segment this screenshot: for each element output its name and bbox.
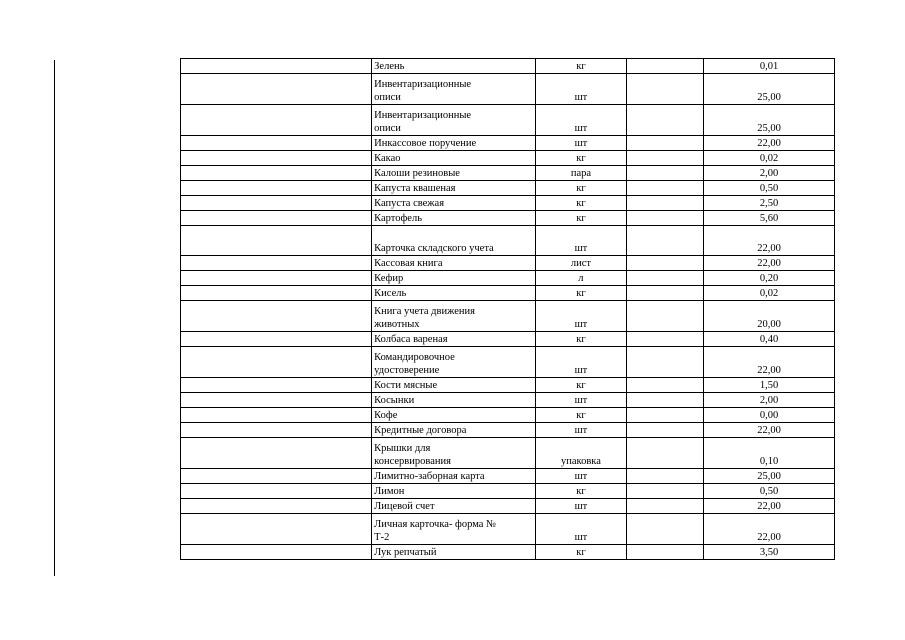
item-name-line: Картофель (374, 213, 422, 224)
unit-cell: шт (536, 105, 627, 136)
item-name-cell (372, 408, 536, 423)
blank-cell (181, 181, 372, 196)
quantity-cell: 0,50 (704, 484, 835, 499)
blank-cell (181, 514, 372, 545)
unit-cell: кг (536, 332, 627, 347)
unit-cell: кг (536, 484, 627, 499)
item-name-line: Колбаса вареная (374, 334, 448, 345)
item-name-line: Кофе (374, 410, 398, 421)
quantity-cell: 25,00 (704, 105, 835, 136)
empty-cell (626, 74, 703, 105)
blank-cell (181, 301, 372, 332)
empty-cell (626, 196, 703, 211)
unit-cell: кг (536, 408, 627, 423)
empty-cell (626, 256, 703, 271)
blank-cell (181, 484, 372, 499)
table-row (181, 286, 835, 301)
table-row (181, 484, 835, 499)
item-name-cell (372, 423, 536, 438)
quantity-cell: 22,00 (704, 499, 835, 514)
empty-cell (626, 136, 703, 151)
blank-cell (181, 211, 372, 226)
table-row (181, 332, 835, 347)
item-name-cell (372, 256, 536, 271)
item-name-cell (372, 438, 536, 469)
unit-cell: кг (536, 286, 627, 301)
item-name-cell (372, 136, 536, 151)
blank-cell (181, 256, 372, 271)
quantity-cell: 0,50 (704, 181, 835, 196)
item-name-line: консервирования (374, 456, 451, 467)
item-name-line: Калоши резиновые (374, 168, 460, 179)
blank-cell (181, 271, 372, 286)
unit-cell: кг (536, 378, 627, 393)
item-name-line: Кредитные договора (374, 425, 467, 436)
item-name-cell (372, 301, 536, 332)
table-row (181, 166, 835, 181)
item-name-line: Кефир (374, 273, 404, 284)
table-row (181, 347, 835, 378)
page-margin-line (54, 60, 55, 576)
quantity-cell: 0,10 (704, 438, 835, 469)
table-row (181, 499, 835, 514)
table-row (181, 105, 835, 136)
unit-cell: шт (536, 469, 627, 484)
blank-cell (181, 59, 372, 74)
blank-cell (181, 499, 372, 514)
quantity-cell: 5,60 (704, 211, 835, 226)
item-name-line: Какао (374, 153, 401, 164)
empty-cell (626, 347, 703, 378)
empty-cell (626, 151, 703, 166)
item-name-cell (372, 151, 536, 166)
table-row (181, 136, 835, 151)
item-name-line: описи (374, 92, 401, 103)
blank-cell (181, 408, 372, 423)
table-row (181, 74, 835, 105)
table-row (181, 378, 835, 393)
unit-cell: л (536, 271, 627, 286)
item-name-line: Крышки для (374, 443, 431, 454)
item-name-cell (372, 332, 536, 347)
empty-cell (626, 166, 703, 181)
item-name-line: Зелень (374, 61, 405, 72)
unit-cell: шт (536, 514, 627, 545)
table-row (181, 545, 835, 560)
item-name-line: Командировочное (374, 352, 455, 363)
unit-cell: кг (536, 151, 627, 166)
blank-cell (181, 136, 372, 151)
item-name-line: Лимон (374, 486, 405, 497)
table-row (181, 271, 835, 286)
item-name-cell (372, 514, 536, 545)
unit-cell: шт (536, 136, 627, 151)
empty-cell (626, 286, 703, 301)
item-name-line: Лимитно-заборная карта (374, 471, 485, 482)
blank-cell (181, 545, 372, 560)
quantity-cell: 0,02 (704, 286, 835, 301)
empty-cell (626, 181, 703, 196)
item-name-line: животных (374, 319, 420, 330)
item-name-line: Лук репчатый (374, 547, 437, 558)
quantity-cell: 22,00 (704, 423, 835, 438)
item-name-line: Инвентаризационные (374, 79, 472, 90)
quantity-cell: 0,01 (704, 59, 835, 74)
table-row (181, 226, 835, 256)
empty-cell (626, 332, 703, 347)
empty-cell (626, 469, 703, 484)
blank-cell (181, 378, 372, 393)
unit-cell: упаковка (536, 438, 627, 469)
quantity-cell: 20,00 (704, 301, 835, 332)
blank-cell (181, 74, 372, 105)
unit-cell: пара (536, 166, 627, 181)
item-name-line: Косынки (374, 395, 415, 406)
quantity-cell: 1,50 (704, 378, 835, 393)
quantity-cell: 22,00 (704, 514, 835, 545)
blank-cell (181, 286, 372, 301)
blank-cell (181, 151, 372, 166)
item-name-line: Инкассовое поручение (374, 138, 477, 149)
quantity-cell: 0,00 (704, 408, 835, 423)
unit-cell: шт (536, 423, 627, 438)
unit-cell: кг (536, 59, 627, 74)
item-name-cell (372, 347, 536, 378)
blank-cell (181, 196, 372, 211)
unit-cell: кг (536, 196, 627, 211)
empty-cell (626, 545, 703, 560)
item-name-cell (372, 226, 536, 256)
table-row (181, 301, 835, 332)
empty-cell (626, 408, 703, 423)
item-name-line: Кости мясные (374, 380, 438, 391)
blank-cell (181, 438, 372, 469)
table-row (181, 181, 835, 196)
table-row (181, 256, 835, 271)
item-name-line: Личная карточка- форма № (374, 519, 497, 530)
quantity-cell: 22,00 (704, 226, 835, 256)
item-name-line: описи (374, 123, 401, 134)
item-name-cell (372, 393, 536, 408)
blank-cell (181, 332, 372, 347)
item-name-line: Книга учета движения (374, 306, 475, 317)
table-row (181, 438, 835, 469)
unit-cell: шт (536, 226, 627, 256)
table-row (181, 514, 835, 545)
empty-cell (626, 499, 703, 514)
item-name-cell (372, 545, 536, 560)
item-name-cell (372, 499, 536, 514)
quantity-cell: 2,50 (704, 196, 835, 211)
unit-cell: шт (536, 301, 627, 332)
table-row (181, 151, 835, 166)
empty-cell (626, 301, 703, 332)
empty-cell (626, 438, 703, 469)
empty-cell (626, 423, 703, 438)
item-name-line: Инвентаризационные (374, 110, 472, 121)
item-name-cell (372, 105, 536, 136)
unit-cell: шт (536, 393, 627, 408)
item-name-cell (372, 211, 536, 226)
quantity-cell: 3,50 (704, 545, 835, 560)
quantity-cell: 22,00 (704, 256, 835, 271)
empty-cell (626, 378, 703, 393)
item-name-cell (372, 74, 536, 105)
blank-cell (181, 393, 372, 408)
blank-cell (181, 347, 372, 378)
item-name-line: Лицевой счет (374, 501, 435, 512)
empty-cell (626, 271, 703, 286)
item-name-cell (372, 286, 536, 301)
unit-cell: шт (536, 499, 627, 514)
item-name-cell (372, 469, 536, 484)
empty-cell (626, 393, 703, 408)
inventory-table-body (181, 59, 835, 560)
inventory-table (180, 58, 835, 560)
item-name-line: Капуста свежая (374, 198, 445, 209)
quantity-cell: 2,00 (704, 166, 835, 181)
empty-cell (626, 59, 703, 74)
item-name-cell (372, 378, 536, 393)
table-row (181, 469, 835, 484)
empty-cell (626, 484, 703, 499)
item-name-cell (372, 196, 536, 211)
unit-cell: шт (536, 347, 627, 378)
unit-cell: кг (536, 181, 627, 196)
item-name-cell (372, 484, 536, 499)
item-name-line: удостоверение (374, 365, 440, 376)
blank-cell (181, 423, 372, 438)
table-row (181, 196, 835, 211)
blank-cell (181, 105, 372, 136)
table-row (181, 211, 835, 226)
item-name-line: Т-2 (374, 532, 390, 543)
item-name-line: Карточка складского учета (374, 243, 494, 254)
quantity-cell: 0,02 (704, 151, 835, 166)
quantity-cell: 2,00 (704, 393, 835, 408)
item-name-cell (372, 181, 536, 196)
item-name-cell (372, 59, 536, 74)
quantity-cell: 22,00 (704, 136, 835, 151)
empty-cell (626, 226, 703, 256)
item-name-line: Капуста квашеная (374, 183, 456, 194)
blank-cell (181, 226, 372, 256)
empty-cell (626, 211, 703, 226)
quantity-cell: 0,20 (704, 271, 835, 286)
item-name-line: Кисель (374, 288, 407, 299)
table-row (181, 59, 835, 74)
quantity-cell: 25,00 (704, 469, 835, 484)
blank-cell (181, 469, 372, 484)
blank-cell (181, 166, 372, 181)
unit-cell: кг (536, 211, 627, 226)
unit-cell: шт (536, 74, 627, 105)
quantity-cell: 25,00 (704, 74, 835, 105)
table-row (181, 408, 835, 423)
table-row (181, 423, 835, 438)
empty-cell (626, 514, 703, 545)
table-row (181, 393, 835, 408)
item-name-cell (372, 271, 536, 286)
unit-cell: лист (536, 256, 627, 271)
unit-cell: кг (536, 545, 627, 560)
empty-cell (626, 105, 703, 136)
item-name-line: Кассовая книга (374, 258, 443, 269)
quantity-cell: 22,00 (704, 347, 835, 378)
quantity-cell: 0,40 (704, 332, 835, 347)
item-name-cell (372, 166, 536, 181)
